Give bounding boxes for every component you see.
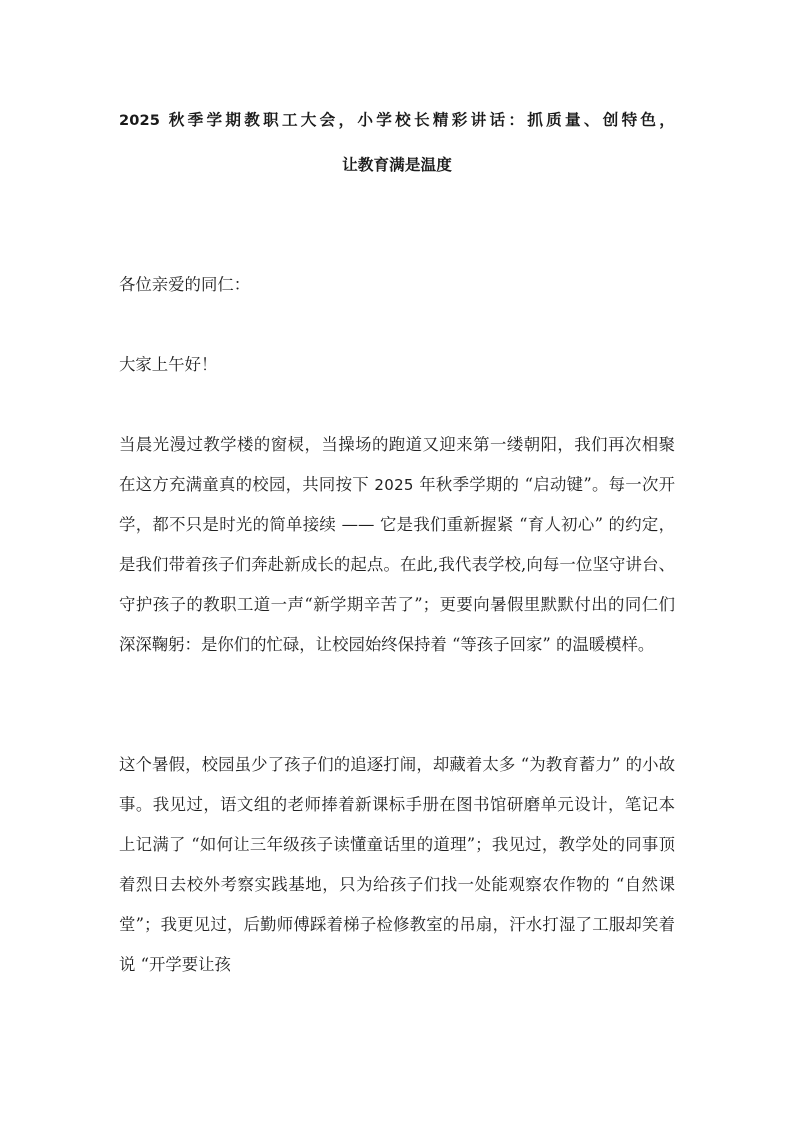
- paragraph-1-part-b: 年秋季学期的 “启动键”。每一次开学，都不只是时光的简单接续 —— 它是我们重新握紧 “育人初心” 的约定，是我们带着孩子们奔赴新成长的起点。在此,我代表学校,向每一位坚守讲台、守护孩子的教职工道一声“新学期辛苦了”；更要向暑假里默默付出的同仁们深深鞠躬：是你们的忙碌，让校园始终保持着 “等孩子回家” 的温暖模样。: [119, 475, 675, 654]
- title-year: 2025: [119, 112, 161, 129]
- paragraph-1-year: 2025: [374, 476, 414, 494]
- page-title: [119, 98, 675, 187]
- salutation-block: [119, 265, 675, 305]
- title-line-2: 让教育满是温度: [342, 155, 452, 174]
- body-paragraph-1: [119, 425, 675, 665]
- salutation-text: 各位亲爱的同仁：: [119, 275, 251, 294]
- paragraph-1-part-a: 当晨光漫过教学楼的窗棂，当操场的跑道又迎来第一缕朝阳，我们再次相聚在这方充满童真的校园，共同按下: [119, 435, 675, 494]
- greeting-block: [119, 345, 675, 385]
- greeting-text: 大家上午好！: [119, 355, 218, 374]
- body-paragraph-2: 这个暑假，校园虽少了孩子们的追逐打闹，却藏着太多 “为教育蓄力” 的小故事。我见过，语文组的老师捧着新课标手册在图书馆研磨单元设计，笔记本上记满了 “如何让三年级孩子读懂童话里的道理”；我见过，教学处的同事顶着烈日去校外考察实践基地，只为给孩子们找一处能观察农作物的 “自然课堂”；我更见过，后勤师傅踩着梯子检修教室的吊扇，汗水打湿了工服却笑着说 “开学要让孩: [119, 755, 675, 974]
- title-line-1-text: 秋季学期教职工大会，小学校长精彩讲话：抓质量、创特色，: [160, 110, 675, 129]
- document-title-block: [119, 98, 675, 187]
- body-paragraph-2-block: [119, 745, 675, 985]
- title-line-1: [119, 98, 675, 143]
- body-paragraph-1-block: [119, 425, 675, 665]
